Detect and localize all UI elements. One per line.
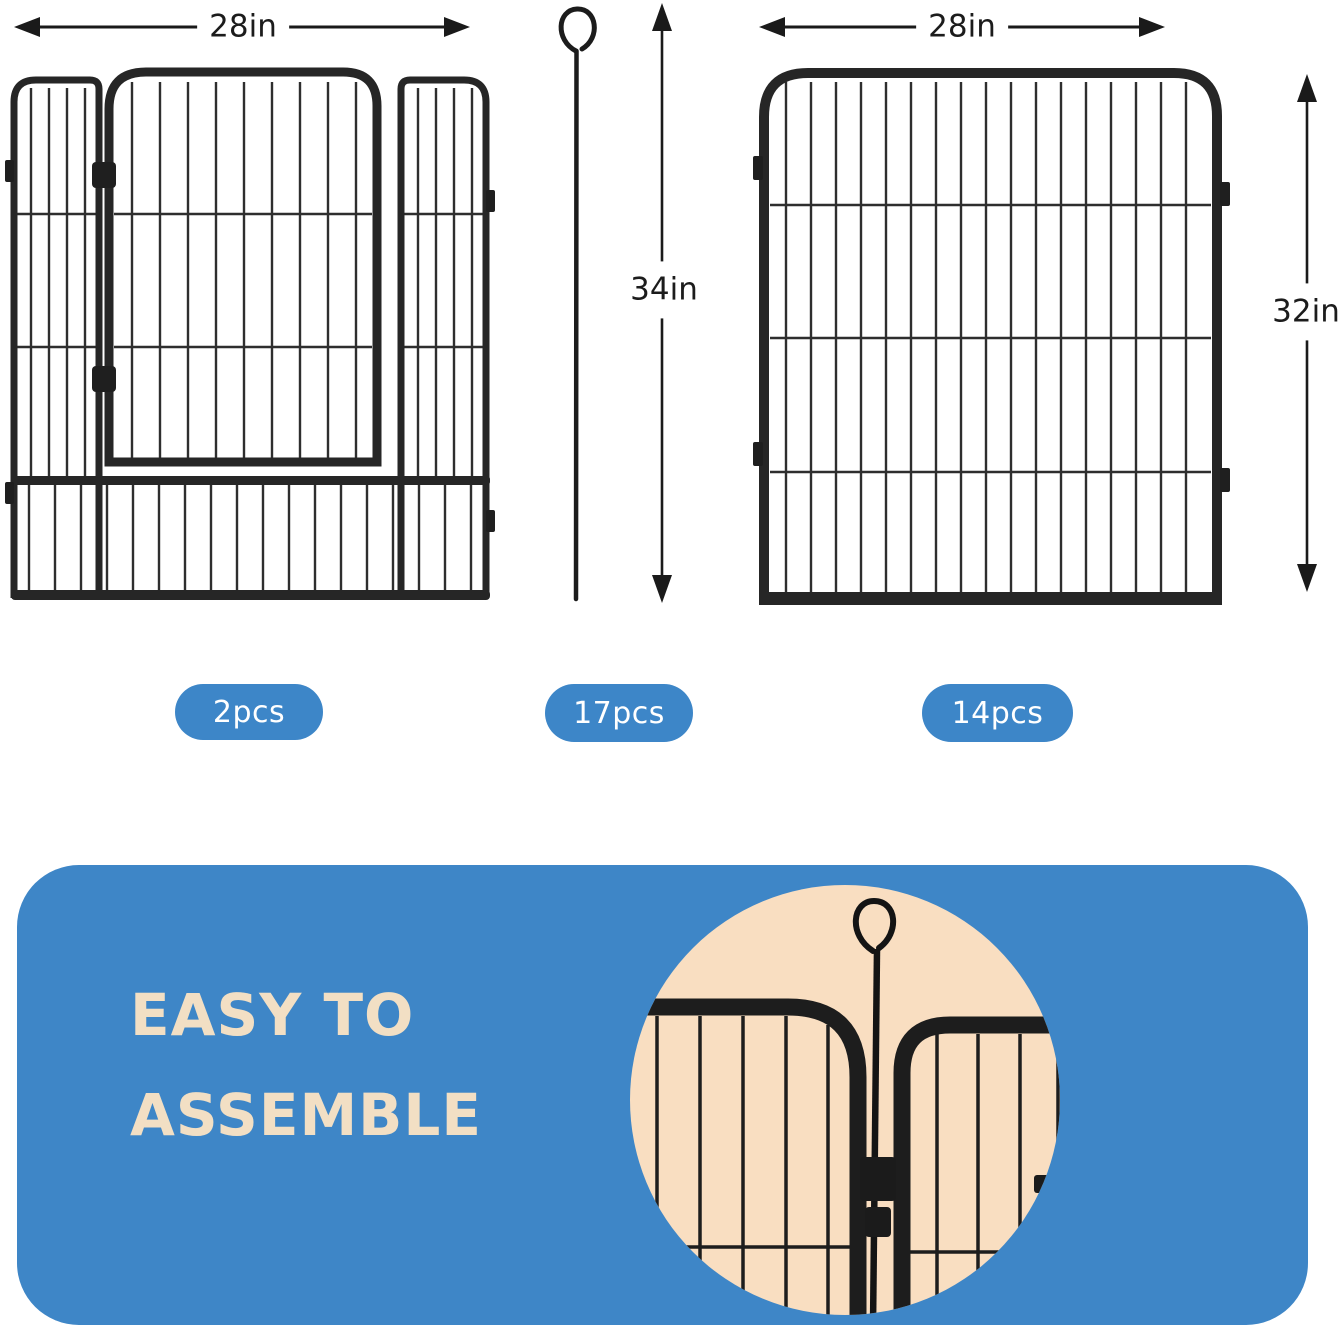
right-side-panel xyxy=(401,80,486,598)
banner-title-line2: ASSEMBLE xyxy=(130,1081,482,1149)
door xyxy=(109,72,377,462)
bottom-section xyxy=(11,476,490,600)
fence-panel-illustration xyxy=(753,60,1240,605)
fence-panel-height-label: 32in xyxy=(1269,283,1343,340)
ground-stake-illustration xyxy=(545,2,615,603)
door-panel-illustration xyxy=(5,62,495,605)
fence-panel-width-label: 28in xyxy=(916,8,1008,45)
stake-count-badge: 17pcs xyxy=(545,684,693,742)
stake-height-label: 34in xyxy=(627,261,701,318)
banner-title-line1: EASY TO xyxy=(130,981,415,1049)
inset-connector xyxy=(860,1157,896,1237)
left-side-panel xyxy=(14,80,99,598)
door-panel-count-badge: 2pcs xyxy=(175,684,323,740)
assembly-detail-illustration xyxy=(630,885,1060,1315)
assembly-detail-inset xyxy=(630,885,1060,1315)
door-panel-width-label: 28in xyxy=(197,8,289,45)
connector-tabs xyxy=(753,156,1230,492)
fence-panel-count-badge: 14pcs xyxy=(922,684,1073,742)
panel-frame xyxy=(764,73,1217,600)
